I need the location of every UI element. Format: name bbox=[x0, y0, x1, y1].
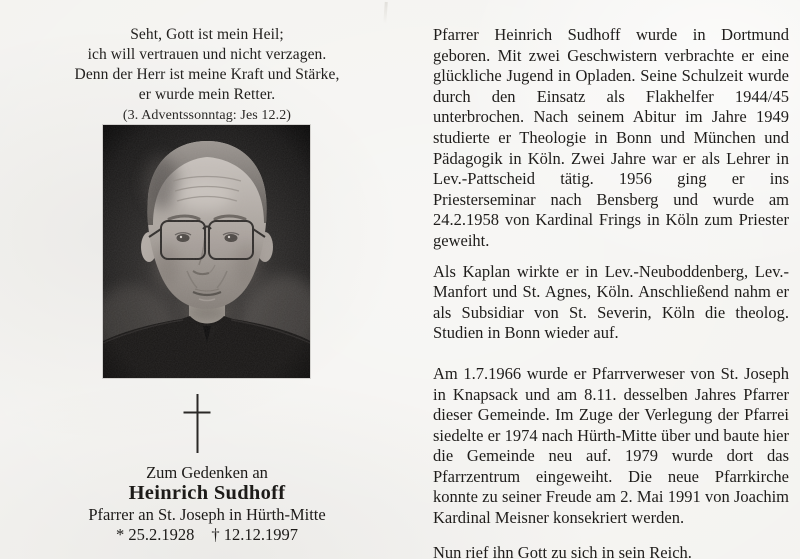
biography-closing-line: Nun rief ihn Gott zu sich in sein Reich. bbox=[433, 542, 692, 559]
birth-date: * 25.2.1928 bbox=[116, 525, 195, 544]
quote-line: Seht, Gott ist mein Heil; bbox=[130, 26, 284, 43]
biography-paragraph: Pfarrer Heinrich Sudhoff wurde in Dortmund geboren. Mit zwei Geschwistern verbrachte er eine glückliche Jugend in Opladen. Seine Schulzeit wurde durch den Einsatz als Flakhelfer 1944/45 unterbrochen. Nach seinem Abitur im Jahre 1949 studierte er Theologie in Bonn und München und Pädagogik in Köln. Zwei Jahre war er als Lehrer in Lev.-Pattscheid tätig. 1956 ging er ins Priesterseminar nach Bensberg und wurde am 24.2.1958 von Kardinal Frings in Köln zum Priester geweiht. bbox=[433, 25, 789, 250]
quote-source: (3. Adventssonntag: Jes 12.2) bbox=[122, 108, 292, 123]
biography-paragraph: Am 1.7.1966 wurde er Pfarrverweser von St. Joseph in Knapsack und am 8.11. desselben Jahres Pfarrer dieser Gemeinde. Im Zuge der Verlegung der Pfarrei siedelte er 1974 nach Hürth-Mitte über und baute hier die Gemeinde neu auf. 1979 wurde dort das Pfarrzentrum eingeweiht. Die neue Pfarrkirche konnte zu seiner Freude am 2. Mai 1991 von Joachim Kardinal Meisner konsekriert werden. bbox=[433, 363, 789, 528]
deceased-name: Heinrich Sudhoff bbox=[128, 482, 286, 504]
life-dates bbox=[0, 525, 414, 545]
cross-icon bbox=[182, 393, 212, 455]
memorial-intro: Zum Gedenken an bbox=[146, 463, 268, 482]
quote-line: Denn der Herr ist meine Kraft und Stärke, bbox=[74, 66, 340, 83]
memorial-block bbox=[0, 463, 414, 545]
deceased-role: Pfarrer an St. Joseph in Hürth-Mitte bbox=[88, 505, 326, 524]
death-date: † 12.12.1997 bbox=[211, 525, 298, 544]
quote-line: ich will vertrauen und nicht verzagen. bbox=[87, 46, 327, 63]
scripture-quote bbox=[0, 25, 414, 126]
portrait-photo bbox=[103, 125, 310, 378]
biography-paragraph: Als Kaplan wirkte er in Lev.-Neuboddenberg, Lev.-Manfort und St. Agnes, Köln. Anschließend nahm er als Subsidiar von St. Severin, Köln die theolog. Studien in Bonn wieder auf. bbox=[433, 261, 789, 343]
biography-panel bbox=[433, 25, 789, 559]
quote-line: er wurde mein Retter. bbox=[138, 86, 276, 103]
